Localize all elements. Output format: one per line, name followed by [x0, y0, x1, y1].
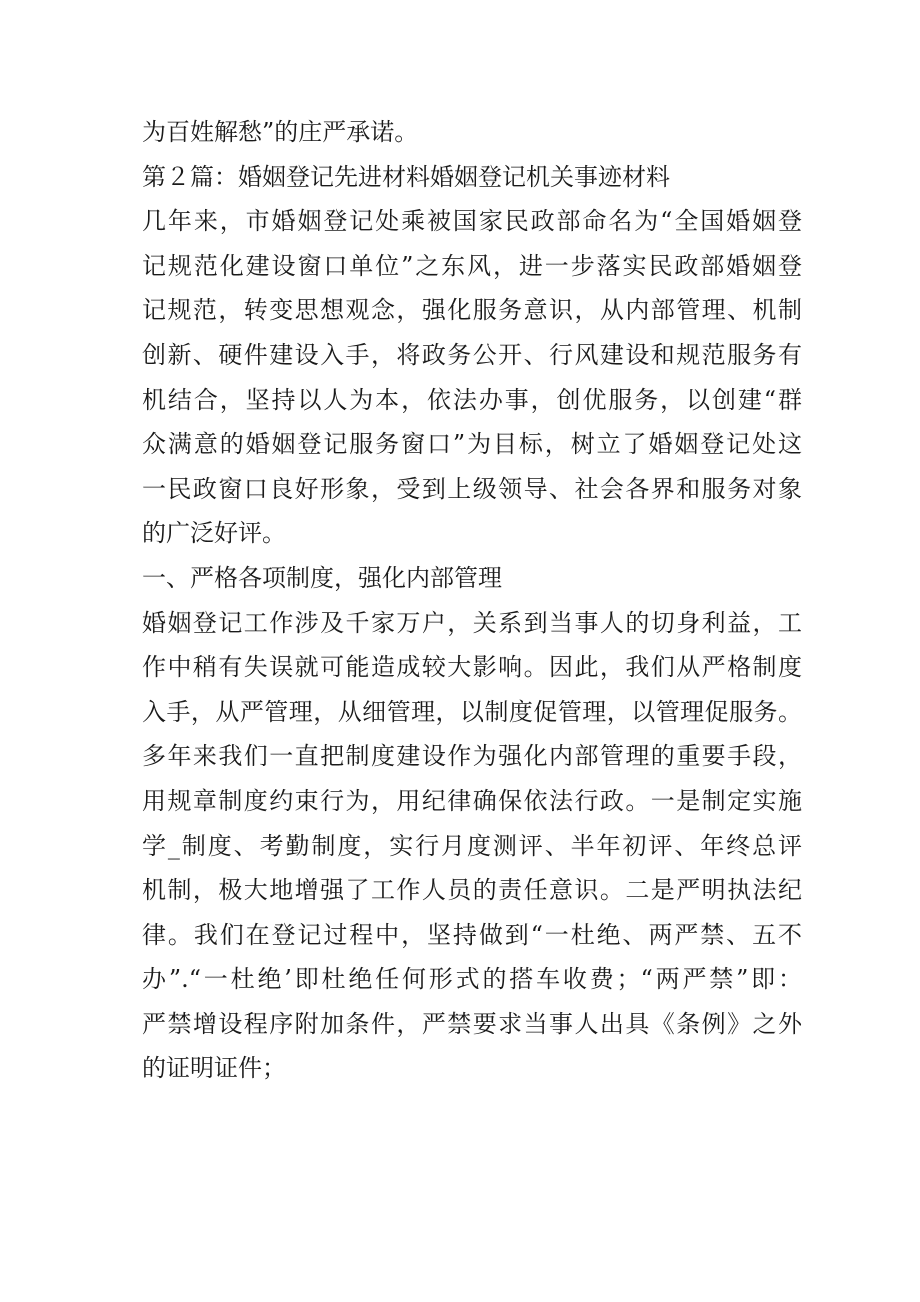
text-line: 机制，极大地增强了工作人员的责任意识。二是严明执法纪	[142, 876, 802, 905]
text-line: 多年来我们一直把制度建设作为强化内部管理的重要手段，	[142, 742, 802, 771]
text-line: 几年来，市婚姻登记处乘被国家民政部命名为“全国婚姻登	[142, 207, 802, 236]
text-line: 婚姻登记工作涉及千家万户，关系到当事人的切身利益，工	[142, 608, 802, 637]
section-heading: 第２篇：婚姻登记先进材料婚姻登记机关事迹材料	[142, 162, 670, 191]
text-line: 众满意的婚姻登记服务窗口”为目标，树立了婚姻登记处这	[142, 430, 802, 459]
section-heading: 一、严格各项制度，强化内部管理	[142, 563, 502, 592]
text-line: 记规范化建设窗口单位”之东风，进一步落实民政部婚姻登	[142, 251, 802, 280]
document-body	[142, 110, 802, 1091]
text-line: 严禁增设程序附加条件，严禁要求当事人出具《条例》之外	[142, 1009, 802, 1038]
text-line: 学_制度、考勤制度，实行月度测评、半年初评、年终总评	[142, 831, 802, 860]
text-line: 办”.“一杜绝’即杜绝任何形式的搭车收费；“两严禁”即：	[142, 965, 802, 994]
text-line: 的证明证件；	[142, 1054, 286, 1083]
text-line: 创新、硬件建设入手，将政务公开、行风建设和规范服务有	[142, 340, 802, 369]
text-line: 用规章制度约束行为，用纪律确保依法行政。一是制定实施	[142, 786, 802, 815]
text-line: 一民政窗口良好形象，受到上级领导、社会各界和服务对象	[142, 474, 802, 503]
text-line: 记规范，转变思想观念，强化服务意识，从内部管理、机制	[142, 296, 802, 325]
text-line: 律。我们在登记过程中，坚持做到“一杜绝、两严禁、五不	[142, 920, 802, 949]
text-line: 为百姓解愁”的庄严承诺。	[142, 118, 419, 146]
text-line: 的广泛好评。	[142, 519, 286, 548]
text-line: 机结合，坚持以人为本，依法办事，创优服务，以创建“群	[142, 385, 802, 414]
text-line: 入手，从严管理，从细管理，以制度促管理，以管理促服务。	[142, 697, 802, 726]
text-line: 作中稍有失误就可能造成较大影响。因此，我们从严格制度	[142, 653, 802, 682]
